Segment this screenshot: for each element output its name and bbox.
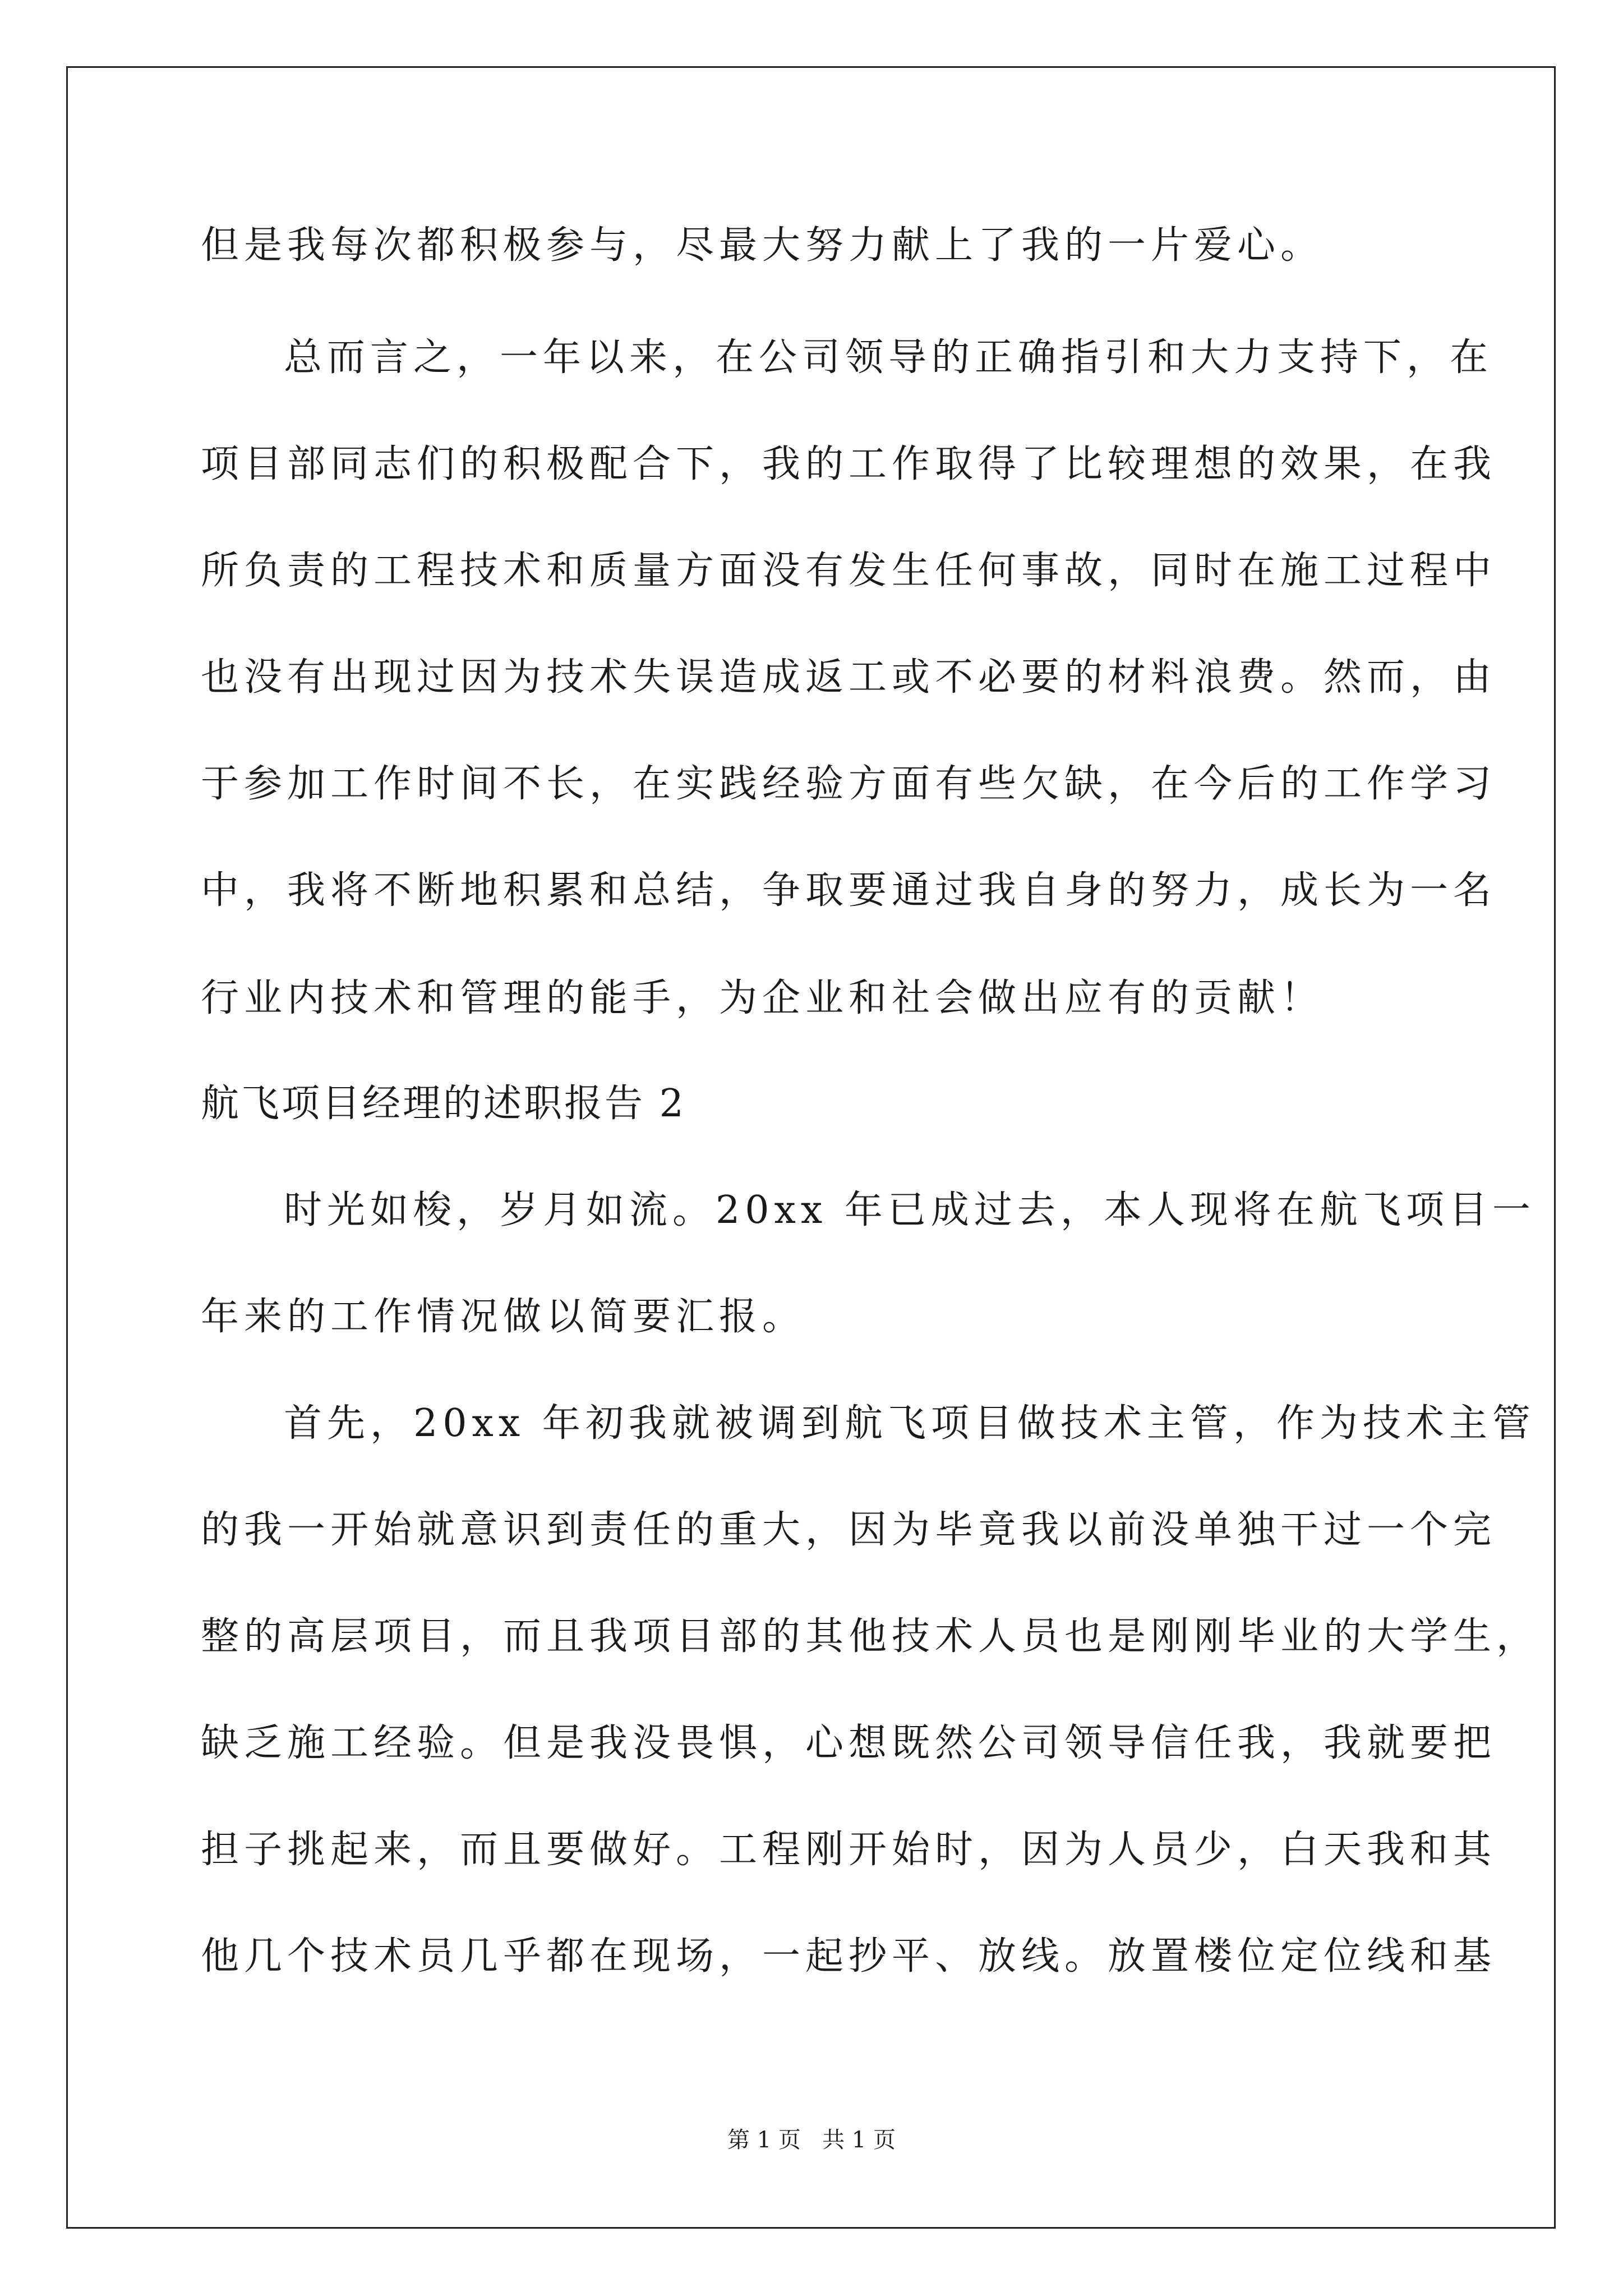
text-line: 所负责的工程技术和质量方面没有发生任何事故，同时在施工过程中 <box>201 549 1497 593</box>
section-heading: 航飞项目经理的述职报告 2 <box>201 1082 686 1126</box>
text-line: 担子挑起来，而且要做好。工程刚开始时，因为人员少，白天我和其 <box>201 1828 1497 1872</box>
text-line: 的我一开始就意识到责任的重大，因为毕竟我以前没单独干过一个完 <box>201 1508 1497 1552</box>
page-border <box>66 66 1556 2229</box>
text-line: 项目部同志们的积极配合下，我的工作取得了比较理想的效果，在我 <box>201 442 1497 486</box>
text-line: 总而言之，一年以来，在公司领导的正确指引和大力支持下，在 <box>284 335 1493 380</box>
text-line: 行业内技术和管理的能手，为企业和社会做出应有的贡献！ <box>201 976 1324 1020</box>
text-line: 时光如梭，岁月如流。20xx 年已成过去，本人现将在航飞项目一 <box>284 1188 1536 1232</box>
text-line: 他几个技术员几乎都在现场，一起抄平、放线。放置楼位定位线和基 <box>201 1934 1497 1978</box>
text-line: 也没有出现过因为技术失误造成返工或不必要的材料浪费。然而，由 <box>201 655 1497 700</box>
page-footer: 第 1 页 共 1 页 <box>727 2127 896 2153</box>
text-line: 年来的工作情况做以简要汇报。 <box>201 1295 806 1339</box>
text-line: 中，我将不断地积累和总结，争取要通过我自身的努力，成长为一名 <box>201 868 1497 913</box>
text-line: 整的高层项目，而且我项目部的其他技术人员也是刚刚毕业的大学生， <box>201 1614 1540 1659</box>
text-line: 缺乏施工经验。但是我没畏惧，心想既然公司领导信任我，我就要把 <box>201 1721 1497 1765</box>
text-line: 首先，20xx 年初我就被调到航飞项目做技术主管，作为技术主管 <box>284 1401 1536 1446</box>
text-line: 但是我每次都积极参与，尽最大努力献上了我的一片爱心。 <box>201 223 1324 268</box>
text-line: 于参加工作时间不长，在实践经验方面有些欠缺，在今后的工作学习 <box>201 762 1497 806</box>
